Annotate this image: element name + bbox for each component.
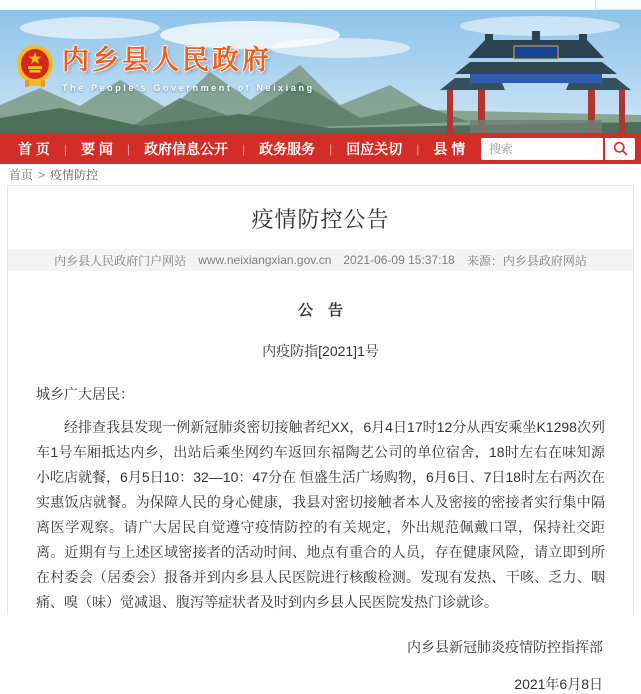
document-heading: 公 告 <box>297 302 343 319</box>
breadcrumb-current: 疫情防控 <box>50 168 99 182</box>
top-right-box <box>595 0 641 10</box>
nav-separator: | <box>329 141 333 156</box>
announcement-body: 经排查我县发现一例新冠肺炎密切接触者纪XX，6月4日17时12分从西安乘坐K1298次列车1号车厢抵达内乡，出站后乘坐网约车返回东福陶艺公司的单位宿舍，18时左右在味知源小吃店就餐，6月5日10：32—10：47分在 恒盛生活广场购物，6月6日、7日18时左右两次在实惠饭店就餐。为保障人民的身心健康，我县对密切接触者本人及密接的密接者实行集中隔离医学观察。请广大居民自觉遵守疫情防控的有关规定，外出规范佩戴口罩，保持社交距离。近期有与上述区域密接者的活动时间、地点有重合的人员，存在健康风险，请立即到所在村委会（居委会）报备并到内乡县人民医院进行核酸检测。发现有发热、干咳、乏力、咽痛、嗅（味）觉减退、腹泻等症状者及时到内乡县人民医院发热门诊就诊。 <box>36 419 605 610</box>
site-title-english: The People's Government of Neixiang <box>62 83 315 93</box>
signature: 内乡县新冠肺炎疫情防控指挥部 <box>407 639 603 655</box>
search-input[interactable] <box>481 138 603 160</box>
page-title: 疫情防控公告 <box>251 207 390 232</box>
nav-item-services[interactable]: 政务服务 <box>259 140 316 157</box>
nav-item-responses[interactable]: 回应关切 <box>346 140 403 157</box>
search-button[interactable] <box>605 138 635 160</box>
nav-separator: | <box>242 141 246 156</box>
search-area <box>481 138 635 160</box>
article-meta-bar <box>8 249 633 271</box>
meta-site-url[interactable]: www.neixiangxian.gov.cn <box>198 253 332 267</box>
nav-item-home[interactable]: 首 页 <box>18 140 50 157</box>
meta-site-name: 内乡县人民政府门户网站 <box>54 253 187 268</box>
breadcrumb-separator: > <box>38 167 46 182</box>
signature-date: 2021年6月8日 <box>514 676 603 692</box>
breadcrumb-home[interactable]: 首页 <box>9 168 34 182</box>
site-banner <box>0 10 641 133</box>
meta-publish-datetime: 2021-06-09 15:37:18 <box>343 253 455 267</box>
site-title: 内乡县人民政府 <box>62 45 272 75</box>
nav-separator: | <box>126 141 131 156</box>
national-emblem-icon <box>16 44 54 88</box>
nav-item-gov-info[interactable]: 政府信息公开 <box>144 140 229 157</box>
nav-separator: | <box>63 141 68 156</box>
nav-items <box>4 133 479 164</box>
breadcrumb <box>0 164 641 185</box>
search-icon <box>613 141 628 156</box>
salutation: 城乡广大居民： <box>36 386 134 402</box>
nav-separator: | <box>416 141 420 156</box>
meta-source: 来源：内乡县政府网站 <box>466 253 587 268</box>
site-brand <box>16 38 315 93</box>
nav-item-county[interactable]: 县 情 <box>433 140 466 157</box>
main-nav <box>0 133 641 164</box>
browser-top-strip <box>0 0 641 10</box>
document-number: 内疫防指[2021]1号 <box>262 343 379 359</box>
nav-item-news[interactable]: 要 闻 <box>81 140 113 157</box>
article-container <box>7 185 634 692</box>
